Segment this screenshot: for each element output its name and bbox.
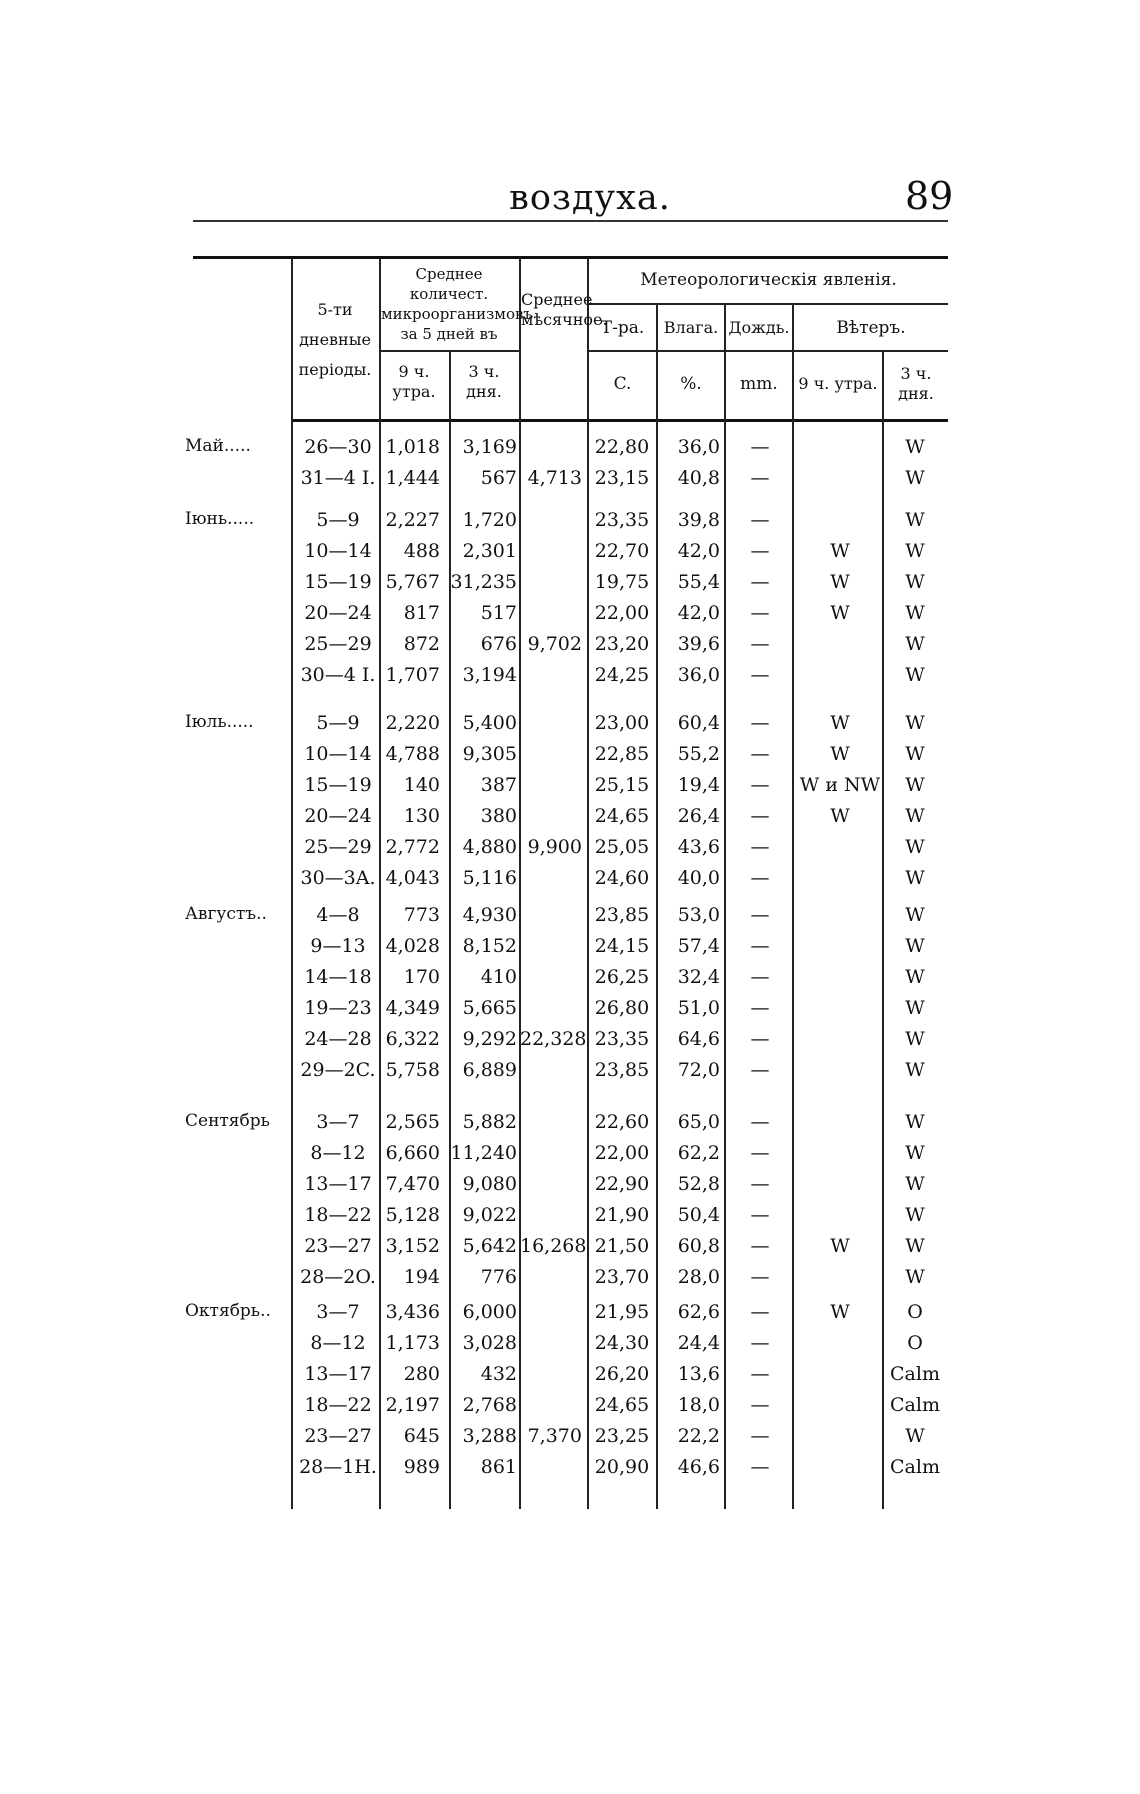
period-cell: 8—12 [310,1332,366,1354]
temperature-cell: 21,50 [594,1235,650,1257]
rain-cell: — [750,1301,770,1323]
humidity-cell: 13,6 [677,1363,720,1385]
morning-count-cell: 645 [403,1425,440,1447]
header-wind-3: 3 ч. дня. [898,364,934,403]
afternoon-count-cell: 3,194 [462,664,517,686]
period-cell: 15—19 [304,774,372,796]
temperature-cell: 23,35 [594,1028,650,1050]
wind-afternoon-cell: W [905,633,925,655]
humidity-cell: 36,0 [677,436,720,458]
wind-afternoon-cell: Calm [890,1363,940,1385]
afternoon-count-cell: 9,080 [462,1173,517,1195]
morning-count-cell: 989 [403,1456,440,1478]
header-micro-group: Среднее количест. микроорганизмовъ за 5 дней въ [381,265,533,343]
month-label: Августъ.. [185,904,267,924]
afternoon-count-cell: 432 [480,1363,517,1385]
humidity-cell: 24,4 [677,1332,720,1354]
wind-afternoon-cell: W [905,997,925,1019]
temperature-cell: 25,15 [594,774,650,796]
temperature-cell: 23,35 [594,509,650,531]
afternoon-count-cell: 2,301 [462,540,517,562]
afternoon-count-cell: 6,000 [462,1301,517,1323]
humidity-cell: 52,8 [677,1173,720,1195]
month-label: Октябрь.. [185,1301,271,1321]
wind-afternoon-cell: W [905,904,925,926]
period-cell: 20—24 [304,805,372,827]
morning-count-cell: 1,173 [385,1332,440,1354]
morning-count-cell: 2,227 [385,509,440,531]
period-cell: 15—19 [304,571,372,593]
rain-cell: — [750,467,770,489]
header-wind-9: 9 ч. утра. [798,374,878,393]
period-cell: 24—28 [304,1028,372,1050]
rain-cell: — [750,1266,770,1288]
afternoon-count-cell: 6,889 [462,1059,517,1081]
afternoon-count-cell: 9,305 [462,743,517,765]
morning-count-cell: 872 [403,633,440,655]
humidity-cell: 46,6 [677,1456,720,1478]
rain-cell: — [750,436,770,458]
temperature-cell: 23,70 [594,1266,650,1288]
rain-cell: — [750,1204,770,1226]
afternoon-count-cell: 5,665 [462,997,517,1019]
grid-line [792,303,794,1509]
grid-line [724,303,726,1509]
afternoon-count-cell: 3,028 [462,1332,517,1354]
afternoon-count-cell: 11,240 [450,1142,517,1164]
temperature-cell: 24,30 [594,1332,650,1354]
rain-cell: — [750,867,770,889]
temperature-cell: 24,60 [594,867,650,889]
rain-cell: — [750,571,770,593]
header-micro-9: 9 ч. утра. [392,362,436,401]
rain-cell: — [750,935,770,957]
humidity-cell: 40,0 [677,867,720,889]
wind-afternoon-cell: W [905,966,925,988]
period-cell: 3—7 [316,1301,360,1323]
temperature-cell: 21,95 [594,1301,650,1323]
period-cell: 28—2O. [300,1266,376,1288]
wind-afternoon-cell: W [905,1059,925,1081]
rain-cell: — [750,743,770,765]
wind-afternoon-cell: W [905,664,925,686]
humidity-cell: 39,8 [677,509,720,531]
morning-count-cell: 7,470 [385,1173,440,1195]
morning-count-cell: 5,128 [385,1204,440,1226]
afternoon-count-cell: 31,235 [450,571,517,593]
header-wind: Вѣтеръ. [836,318,906,338]
temperature-cell: 23,00 [594,712,650,734]
afternoon-count-cell: 5,116 [462,867,517,889]
monthly-average-cell: 9,900 [527,836,582,858]
morning-count-cell: 1,444 [385,467,440,489]
period-cell: 5—9 [316,712,360,734]
period-cell: 3—7 [316,1111,360,1133]
morning-count-cell: 4,788 [385,743,440,765]
header-temp-unit: C. [613,374,632,394]
wind-morning-cell: W [830,540,850,562]
rain-cell: — [750,712,770,734]
humidity-cell: 51,0 [677,997,720,1019]
wind-afternoon-cell: W [905,1425,925,1447]
wind-afternoon-cell: W [905,867,925,889]
wind-morning-cell: W [830,743,850,765]
wind-afternoon-cell: W [905,467,925,489]
rain-cell: — [750,774,770,796]
grid-line [587,303,948,305]
morning-count-cell: 6,322 [385,1028,440,1050]
afternoon-count-cell: 410 [480,966,517,988]
grid-line [587,259,589,1509]
morning-count-cell: 3,436 [385,1301,440,1323]
period-cell: 18—22 [304,1204,372,1226]
afternoon-count-cell: 1,720 [462,509,517,531]
period-cell: 8—12 [310,1142,366,1164]
humidity-cell: 50,4 [677,1204,720,1226]
header-bottom-rule [293,419,948,422]
morning-count-cell: 170 [403,966,440,988]
morning-count-cell: 140 [403,774,440,796]
wind-afternoon-cell: W [905,712,925,734]
temperature-cell: 22,00 [594,602,650,624]
rain-cell: — [750,805,770,827]
period-cell: 25—29 [304,836,372,858]
grid-line [587,350,948,352]
rain-cell: — [750,1111,770,1133]
morning-count-cell: 773 [403,904,440,926]
period-cell: 23—27 [304,1235,372,1257]
afternoon-count-cell: 387 [480,774,517,796]
period-cell: 19—23 [304,997,372,1019]
humidity-cell: 43,6 [677,836,720,858]
wind-morning-cell: W [830,1301,850,1323]
afternoon-count-cell: 676 [480,633,517,655]
temperature-cell: 24,65 [594,1394,650,1416]
period-cell: 30—4 I. [300,664,376,686]
humidity-cell: 36,0 [677,664,720,686]
humidity-cell: 55,4 [677,571,720,593]
humidity-cell: 22,2 [677,1425,720,1447]
wind-afternoon-cell: W [905,1204,925,1226]
header-humid-unit: %. [680,374,702,394]
temperature-cell: 23,85 [594,904,650,926]
period-cell: 31—4 I. [300,467,376,489]
period-cell: 20—24 [304,602,372,624]
monthly-average-cell: 16,268 [520,1235,587,1257]
wind-afternoon-cell: W [905,540,925,562]
rain-cell: — [750,966,770,988]
wind-afternoon-cell: W [905,935,925,957]
rain-cell: — [750,602,770,624]
afternoon-count-cell: 8,152 [462,935,517,957]
wind-morning-cell: W [830,805,850,827]
monthly-average-cell: 22,328 [520,1028,587,1050]
wind-morning-cell: W [830,602,850,624]
month-label: Май..... [185,436,251,456]
morning-count-cell: 817 [403,602,440,624]
top-rule [193,220,948,222]
humidity-cell: 60,8 [677,1235,720,1257]
period-cell: 25—29 [304,633,372,655]
wind-afternoon-cell: W [905,1028,925,1050]
temperature-cell: 23,25 [594,1425,650,1447]
temperature-cell: 26,80 [594,997,650,1019]
rain-cell: — [750,1456,770,1478]
temperature-cell: 22,70 [594,540,650,562]
wind-afternoon-cell: Calm [890,1456,940,1478]
wind-morning-cell: W [830,712,850,734]
period-cell: 4—8 [316,904,360,926]
morning-count-cell: 2,197 [385,1394,440,1416]
rain-cell: — [750,664,770,686]
humidity-cell: 39,6 [677,633,720,655]
wind-afternoon-cell: W [905,1173,925,1195]
header-period: 5-ти дневные періоды. [298,300,372,379]
monthly-average-cell: 4,713 [527,467,582,489]
temperature-cell: 20,90 [594,1456,650,1478]
afternoon-count-cell: 3,288 [462,1425,517,1447]
humidity-cell: 28,0 [677,1266,720,1288]
wind-afternoon-cell: W [905,602,925,624]
afternoon-count-cell: 5,400 [462,712,517,734]
rain-cell: — [750,1425,770,1447]
rain-cell: — [750,1394,770,1416]
period-cell: 14—18 [304,966,372,988]
rain-cell: — [750,1363,770,1385]
humidity-cell: 64,6 [677,1028,720,1050]
rain-cell: — [750,1332,770,1354]
humidity-cell: 19,4 [677,774,720,796]
grid-line [519,259,521,1509]
afternoon-count-cell: 517 [480,602,517,624]
rain-cell: — [750,540,770,562]
temperature-cell: 22,90 [594,1173,650,1195]
period-cell: 18—22 [304,1394,372,1416]
temperature-cell: 24,15 [594,935,650,957]
humidity-cell: 62,2 [677,1142,720,1164]
morning-count-cell: 6,660 [385,1142,440,1164]
wind-afternoon-cell: W [905,836,925,858]
page-title: воздуха. [509,178,671,218]
temperature-cell: 25,05 [594,836,650,858]
rain-cell: — [750,1142,770,1164]
temperature-cell: 19,75 [594,571,650,593]
humidity-cell: 55,2 [677,743,720,765]
wind-afternoon-cell: W [905,805,925,827]
wind-afternoon-cell: W [905,509,925,531]
temperature-cell: 23,85 [594,1059,650,1081]
humidity-cell: 32,4 [677,966,720,988]
wind-afternoon-cell: Calm [890,1394,940,1416]
rain-cell: — [750,997,770,1019]
wind-morning-cell: W и NW [799,774,881,796]
wind-afternoon-cell: W [905,1266,925,1288]
humidity-cell: 42,0 [677,540,720,562]
header-micro-3: 3 ч. дня. [466,362,502,401]
afternoon-count-cell: 5,642 [462,1235,517,1257]
header-monthly: Среднее мѣсячное. [521,290,608,329]
rain-cell: — [750,633,770,655]
morning-count-cell: 280 [403,1363,440,1385]
morning-count-cell: 2,772 [385,836,440,858]
rain-cell: — [750,904,770,926]
wind-morning-cell: W [830,1235,850,1257]
afternoon-count-cell: 5,882 [462,1111,517,1133]
month-label: Сентябрь [185,1111,270,1131]
morning-count-cell: 4,349 [385,997,440,1019]
humidity-cell: 26,4 [677,805,720,827]
wind-afternoon-cell: W [905,1235,925,1257]
temperature-cell: 26,25 [594,966,650,988]
temperature-cell: 24,25 [594,664,650,686]
humidity-cell: 60,4 [677,712,720,734]
wind-afternoon-cell: W [905,571,925,593]
temperature-cell: 23,20 [594,633,650,655]
morning-count-cell: 2,565 [385,1111,440,1133]
rain-cell: — [750,1173,770,1195]
wind-afternoon-cell: O [907,1301,923,1323]
period-cell: 13—17 [304,1173,372,1195]
afternoon-count-cell: 861 [480,1456,517,1478]
rain-cell: — [750,1235,770,1257]
monthly-average-cell: 7,370 [527,1425,582,1447]
morning-count-cell: 3,152 [385,1235,440,1257]
grid-line [656,303,658,1509]
temperature-cell: 24,65 [594,805,650,827]
temperature-cell: 22,60 [594,1111,650,1133]
wind-afternoon-cell: W [905,743,925,765]
afternoon-count-cell: 567 [480,467,517,489]
period-cell: 23—27 [304,1425,372,1447]
afternoon-count-cell: 9,022 [462,1204,517,1226]
morning-count-cell: 4,043 [385,867,440,889]
rain-cell: — [750,1059,770,1081]
period-cell: 9—13 [310,935,366,957]
period-cell: 26—30 [304,436,372,458]
afternoon-count-cell: 4,930 [462,904,517,926]
period-cell: 13—17 [304,1363,372,1385]
afternoon-count-cell: 2,768 [462,1394,517,1416]
morning-count-cell: 2,220 [385,712,440,734]
rain-cell: — [750,509,770,531]
afternoon-count-cell: 9,292 [462,1028,517,1050]
period-cell: 30—3A. [300,867,376,889]
morning-count-cell: 4,028 [385,935,440,957]
wind-afternoon-cell: W [905,1111,925,1133]
period-cell: 29—2C. [300,1059,376,1081]
page-number: 89 [905,174,954,218]
header-temp: Т-ра. [600,318,645,338]
humidity-cell: 62,6 [677,1301,720,1323]
rain-cell: — [750,1028,770,1050]
header-rain-unit: mm. [740,374,778,394]
afternoon-count-cell: 4,880 [462,836,517,858]
period-cell: 5—9 [316,509,360,531]
wind-afternoon-cell: W [905,436,925,458]
temperature-cell: 22,00 [594,1142,650,1164]
temperature-cell: 22,85 [594,743,650,765]
morning-count-cell: 488 [403,540,440,562]
header-rain: Дождь. [728,318,790,337]
morning-count-cell: 1,018 [385,436,440,458]
morning-count-cell: 130 [403,805,440,827]
month-label: Іюнь..... [185,509,255,529]
rain-cell: — [750,836,770,858]
temperature-cell: 21,90 [594,1204,650,1226]
temperature-cell: 23,15 [594,467,650,489]
period-cell: 10—14 [304,540,372,562]
month-label: Іюль..... [185,712,254,732]
wind-morning-cell: W [830,571,850,593]
period-cell: 10—14 [304,743,372,765]
humidity-cell: 40,8 [677,467,720,489]
morning-count-cell: 194 [403,1266,440,1288]
morning-count-cell: 1,707 [385,664,440,686]
afternoon-count-cell: 3,169 [462,436,517,458]
afternoon-count-cell: 776 [480,1266,517,1288]
afternoon-count-cell: 380 [480,805,517,827]
humidity-cell: 72,0 [677,1059,720,1081]
humidity-cell: 57,4 [677,935,720,957]
wind-afternoon-cell: O [907,1332,923,1354]
period-cell: 28—1H. [299,1456,377,1478]
grid-line [379,259,381,1509]
wind-afternoon-cell: W [905,774,925,796]
humidity-cell: 65,0 [677,1111,720,1133]
header-meteo-group: Метеорологическія явленія. [640,270,897,290]
morning-count-cell: 5,767 [385,571,440,593]
grid-line [379,350,519,352]
grid-line [291,259,293,1509]
temperature-cell: 26,20 [594,1363,650,1385]
temperature-cell: 22,80 [594,436,650,458]
humidity-cell: 53,0 [677,904,720,926]
humidity-cell: 42,0 [677,602,720,624]
humidity-cell: 18,0 [677,1394,720,1416]
table-top-rule [193,256,948,259]
morning-count-cell: 5,758 [385,1059,440,1081]
wind-afternoon-cell: W [905,1142,925,1164]
header-humid: Влага. [663,318,719,337]
monthly-average-cell: 9,702 [527,633,582,655]
